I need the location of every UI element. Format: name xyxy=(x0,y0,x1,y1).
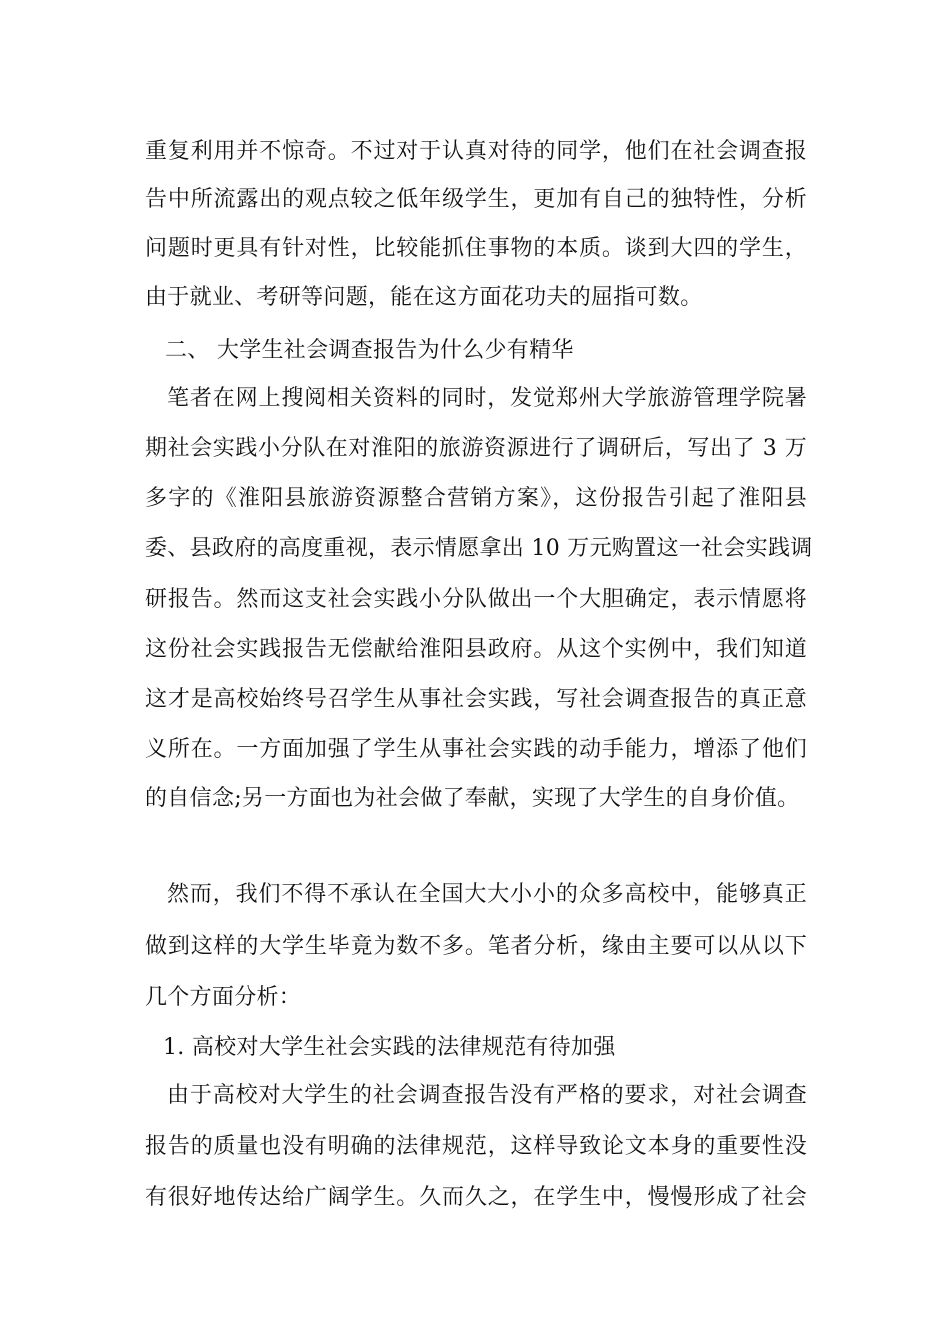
text-line-6: 笔者在网上搜阅相关资料的同时，发觉郑州大学旅游管理学院暑 xyxy=(167,386,807,411)
section-heading: 二、 大学生社会调查报告为什么少有精华 xyxy=(165,338,574,363)
text-line-20: 报告的质量也没有明确的法律规范，这样导致论文本身的重要性没 xyxy=(145,1134,807,1159)
text-line-2: 告中所流露出的观点较之低年级学生，更加有自己的独特性，分析 xyxy=(145,187,807,212)
text-line-11: 这份社会实践报告无偿献给淮阳县政府。从这个实例中，我们知道 xyxy=(145,637,807,662)
text-line-19: 由于高校对大学生的社会调查报告没有严格的要求，对社会调查 xyxy=(167,1083,807,1108)
text-line-13: 义所在。一方面加强了学生从事社会实践的动手能力，增添了他们 xyxy=(145,737,807,762)
subsection-heading: 1. 高校对大学生社会实践的法律规范有待加强 xyxy=(163,1035,616,1060)
text-line-9: 委、县政府的高度重视，表示情愿拿出 10 万元购置这一社会实践调 xyxy=(145,536,813,561)
text-line-17: 几个方面分析： xyxy=(145,985,302,1010)
text-line-8: 多字的《淮阳县旅游资源整合营销方案》，这份报告引起了淮阳县 xyxy=(145,486,807,511)
text-line-15: 然而，我们不得不承认在全国大大小小的众多高校中，能够真正 xyxy=(167,882,807,907)
text-line-1: 重复利用并不惊奇。不过对于认真对待的同学，他们在社会调查报 xyxy=(145,139,807,164)
text-line-12: 这才是高校始终号召学生从事社会实践，写社会调查报告的真正意 xyxy=(145,687,807,712)
text-line-16: 做到这样的大学生毕竟为数不多。笔者分析，缘由主要可以从以下 xyxy=(145,934,807,959)
text-line-21: 有很好地传达给广阔学生。久而久之，在学生中，慢慢形成了社会 xyxy=(145,1185,807,1210)
text-line-14: 的自信念;另一方面也为社会做了奉献，实现了大学生的自身价值。 xyxy=(145,786,800,811)
text-line-4: 由于就业、考研等问题，能在这方面花功夫的屈指可数。 xyxy=(145,285,703,310)
text-line-7: 期社会实践小分队在对淮阳的旅游资源进行了调研后，写出了 3 万 xyxy=(145,436,807,461)
text-line-10: 研报告。然而这支社会实践小分队做出一个大胆确定，表示情愿将 xyxy=(145,587,807,612)
text-line-3: 问题时更具有针对性，比较能抓住事物的本质。谈到大四的学生， xyxy=(145,236,807,261)
